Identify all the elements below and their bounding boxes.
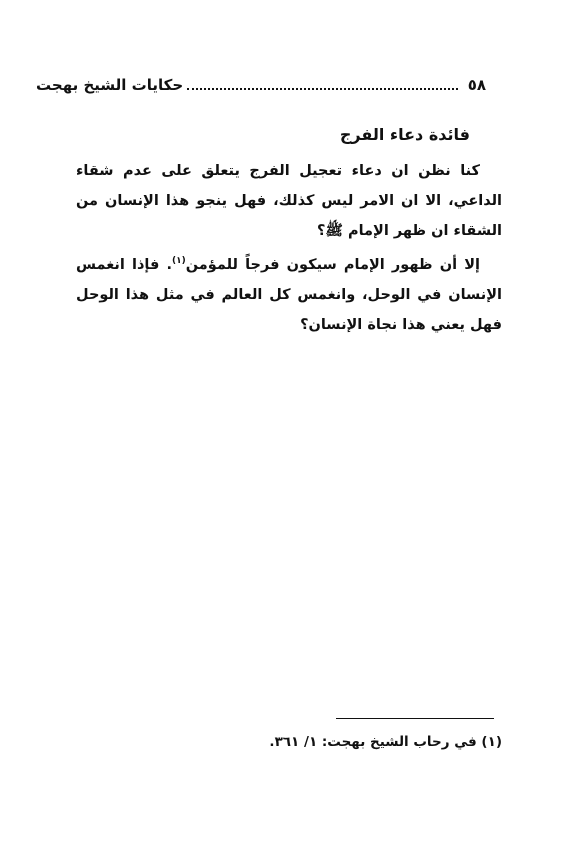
paragraph-1: كنا نظن ان دعاء تعجيل الفرج يتعلق على عدم شقاء الداعي، الا ان الامر ليس كذلك، فهل ينجو هذا الإنسان من الشقاء ان ظهر الإمام ﷺ؟ bbox=[76, 163, 502, 239]
footnote: (١) في رحاب الشيخ بهجت: ١/ ٣٦١. bbox=[269, 734, 502, 750]
running-header bbox=[36, 72, 486, 98]
section-heading: فائدة دعاء الفرج bbox=[339, 125, 470, 144]
page-number: ٥٨ bbox=[467, 76, 486, 94]
paragraph-2-start: إلا أن ظهور الإمام سيكون فرجاً للمؤمن bbox=[185, 256, 480, 273]
body-text bbox=[76, 156, 502, 340]
paragraph-2-end: . فإذا انغمس الإنسان في الوحل، وانغمس كل العالم في مثل هذا الوحل فهل يعني هذا نجاة الإنسان؟ bbox=[76, 256, 502, 333]
footnote-reference: (١) bbox=[172, 256, 186, 266]
paragraph-2 bbox=[76, 246, 502, 340]
running-title: حكايات الشيخ بهجت bbox=[36, 76, 184, 94]
header-dot-leader bbox=[187, 88, 458, 90]
footnote-separator bbox=[336, 718, 494, 719]
